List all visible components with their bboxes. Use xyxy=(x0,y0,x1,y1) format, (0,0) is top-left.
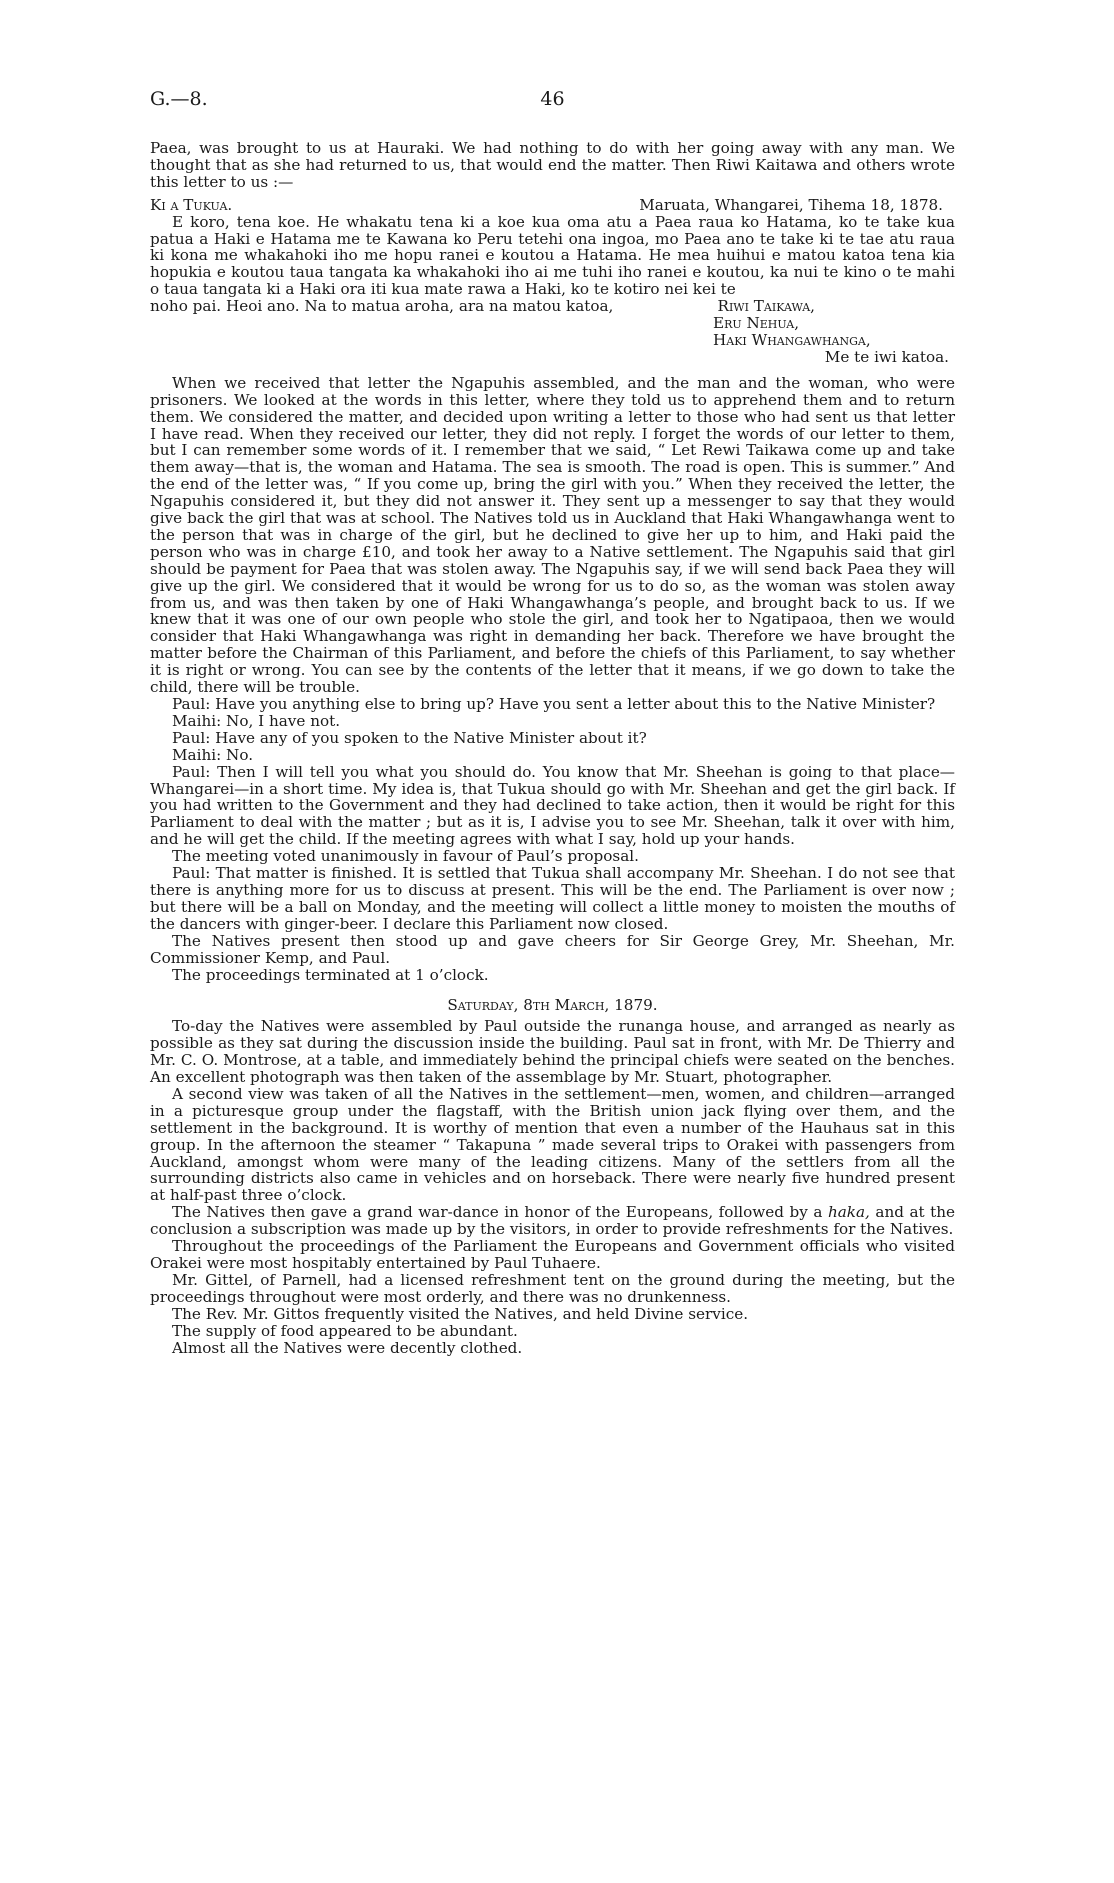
page-header xyxy=(150,88,955,112)
paragraph: Maihi: No, I have not. xyxy=(172,711,341,730)
letter-addressee: Ki a Tukua. xyxy=(150,195,233,214)
letter-body: E koro, tena koe. He whakatu tena ki a koe kua oma atu a Paea raua ko Hatama, ko te take kua patua a Haki e Hatama me te Kawana ko Peru tetehi ona ingoa, mo Paea ano te take ki te tae atu raua ki kona me whakahoki iho me hopu ranei e koutou a Hatama. He mea huihui e matou katoa tena kia hopukia e koutou taua tangata ka whakahoki iho ai me tuhi iho ranei e koutou, ka nui te kino o te mahi o taua tangata ki a Haki ora iti kua mate rawa a Haki, ko te kotiro nei kei te xyxy=(150,212,955,299)
paragraph: Paul: Have you anything else to bring up? Have you sent a letter about this to the Native Minister? xyxy=(172,695,936,713)
paragraph: The Rev. Mr. Gittos frequently visited the Natives, and held Divine service. xyxy=(172,1304,749,1323)
signatory: Haki Whangawhanga, xyxy=(713,330,871,349)
text-run: The Natives then gave a grand war-dance in honor of the Europeans, followed by a xyxy=(172,1203,823,1222)
paragraph: Throughout the proceedings of the Parliament the Europeans and Government officials who visited Orakei were most hospitably entertained by Paul Tuhaere. xyxy=(150,1237,955,1272)
paragraph: A second view was taken of all the Natives in the settlement—men, women, and children—arranged in a picturesque group under the flagstaff, with the British union jack flying over them, and the settlement in the background. It is worthy of mention that even a number of the Hauhaus sat in this group. In the afternoon the steamer “ Takapuna ” made several trips to Orakei with passengers from Auckland, amongst whom were many of the leading citizens. Many of the settlers from all the surrounding districts also came in vehicles and on horseback. There were nearly five hundred present at half-past three o’clock. xyxy=(150,1084,955,1205)
paper-code: G.—8. xyxy=(150,88,208,110)
paragraph: Almost all the Natives were decently clothed. xyxy=(172,1338,523,1357)
letter-heading xyxy=(150,197,955,214)
paragraph: The Natives present then stood up and gave cheers for Sir George Grey, Mr. Sheehan, Mr. Commissioner Kemp, and Paul. xyxy=(150,931,955,967)
paragraph xyxy=(150,1204,955,1238)
text-run: and at the conclusion a subscription was made up by the visitors, in order to provide refreshments for the Natives. xyxy=(150,1203,956,1239)
letter-closing: noho pai. Heoi ano. Na to matua aroha, ara na matou katoa, xyxy=(150,297,614,316)
paragraph: The meeting voted unanimously in favour of Paul’s proposal. xyxy=(172,847,639,866)
document-body xyxy=(150,140,955,1356)
paragraph: Maihi: No. xyxy=(172,745,254,764)
letter-closing-row xyxy=(150,298,955,315)
paragraph: Paul: Have any of you spoken to the Native Minister about it? xyxy=(172,728,647,747)
section-heading: Saturday, 8th March, 1879. xyxy=(447,996,658,1015)
paragraph: When we received that letter the Ngapuhis assembled, and the man and the woman, who were prisoners. We looked at the words in this letter, where they told us to apprehend them and to return them. We considered the matter, and decided upon writing a letter to those who had sent us that letter I have read. When they received our letter, they did not reply. I forget the words of our letter to them, but I can remember some words of it. I remember that we said, “ Let Rewi Taikawa come up and take them away—that is, the woman and Hatama. The sea is smooth. The road is open. This is summer.” And the end of the letter was, “ If you come up, bring the girl with you.” When they received the letter, the Ngapuhis considered it, but they did not answer it. They sent up a messenger to say that they would give back the girl that was at school. The Natives told us in Auckland that Haki Whangawhanga went to the person that was in charge of the girl, but he declined to give her up to him, and Haki paid the person who was in charge £10, and took her away to a Native settlement. The Ngapuhis said that girl should be payment for Paea that was stolen away. The Ngapuhis say, if we will send back Paea they will give up the girl. We considered that it would be wrong for us to do so, as the woman was stolen away from us, and was then taken by one of Haki Whangawhanga’s people, and brought back to us. If we knew that it was one of our own people who stole the girl, and took her to Ngatipaoa, then we would consider that Haki Whangawhanga was right in demanding her back. Therefore we have brought the matter before the Chairman of this Parliament, and before the chiefs of this Parliament, to say whether it is right or wrong. You can see by the contents of the letter that it means, if we go down to take the child, there will be trouble. xyxy=(150,373,955,697)
page-number: 46 xyxy=(540,88,565,110)
paragraph: To-day the Natives were assembled by Paul outside the runanga house, and arranged as nearly as possible as they sat during the discussion inside the building. Paul sat in front, with Mr. De Thierry and Mr. C. O. Montrose, at a table, and immediately behind the principal chiefs were seated on the benches. An excellent photograph was then taken of the assemblage by Mr. Stuart, photographer. xyxy=(150,1017,955,1087)
signatory: Riwi Taikawa, xyxy=(717,297,815,316)
letter-end: Me te iwi katoa. xyxy=(824,347,949,366)
paragraph: Paul: Then I will tell you what you should do. You know that Mr. Sheehan is going to that place—Whangarei—in a short time. My idea is, that Tukua should go with Mr. Sheehan and get the girl back. If you had written to the Government and they had declined to take action, then it would be right for this Parliament to deal with the matter ; but as it is, I advise you to see Mr. Sheehan, talk it over with him, and he will get the child. If the meeting agrees with what I say, hold up your hands. xyxy=(150,762,955,849)
paragraph: Paul: That matter is finished. It is settled that Tukua shall accompany Mr. Sheehan. I do not see that there is anything more for us to discuss at present. This will be the end. The Parliament is over now ; but there will be a ball on Monday, and the meeting will collect a little money to moisten the mouths of the dancers with ginger-beer. I declare this Parliament now closed. xyxy=(150,864,955,933)
paragraph: Mr. Gittel, of Parnell, had a licensed refreshment tent on the ground during the meeting, but the proceedings throughout were most orderly, and there was no drunkenness. xyxy=(150,1270,955,1306)
paragraph: Paea, was brought to us at Hauraki. We had nothing to do with her going away with any man. We thought that as she had returned to us, that would end the matter. Then Riwi Kaitawa and others wrote this letter to us :— xyxy=(150,139,955,191)
signatory: Eru Nehua, xyxy=(713,314,800,333)
italic-term: haka, xyxy=(827,1203,870,1222)
letter-place-date: Maruata, Whangarei, Tihema 18, 1878. xyxy=(639,195,943,214)
paragraph: The proceedings terminated at 1 o’clock. xyxy=(172,965,489,984)
paragraph: The supply of food appeared to be abundant. xyxy=(172,1321,518,1340)
